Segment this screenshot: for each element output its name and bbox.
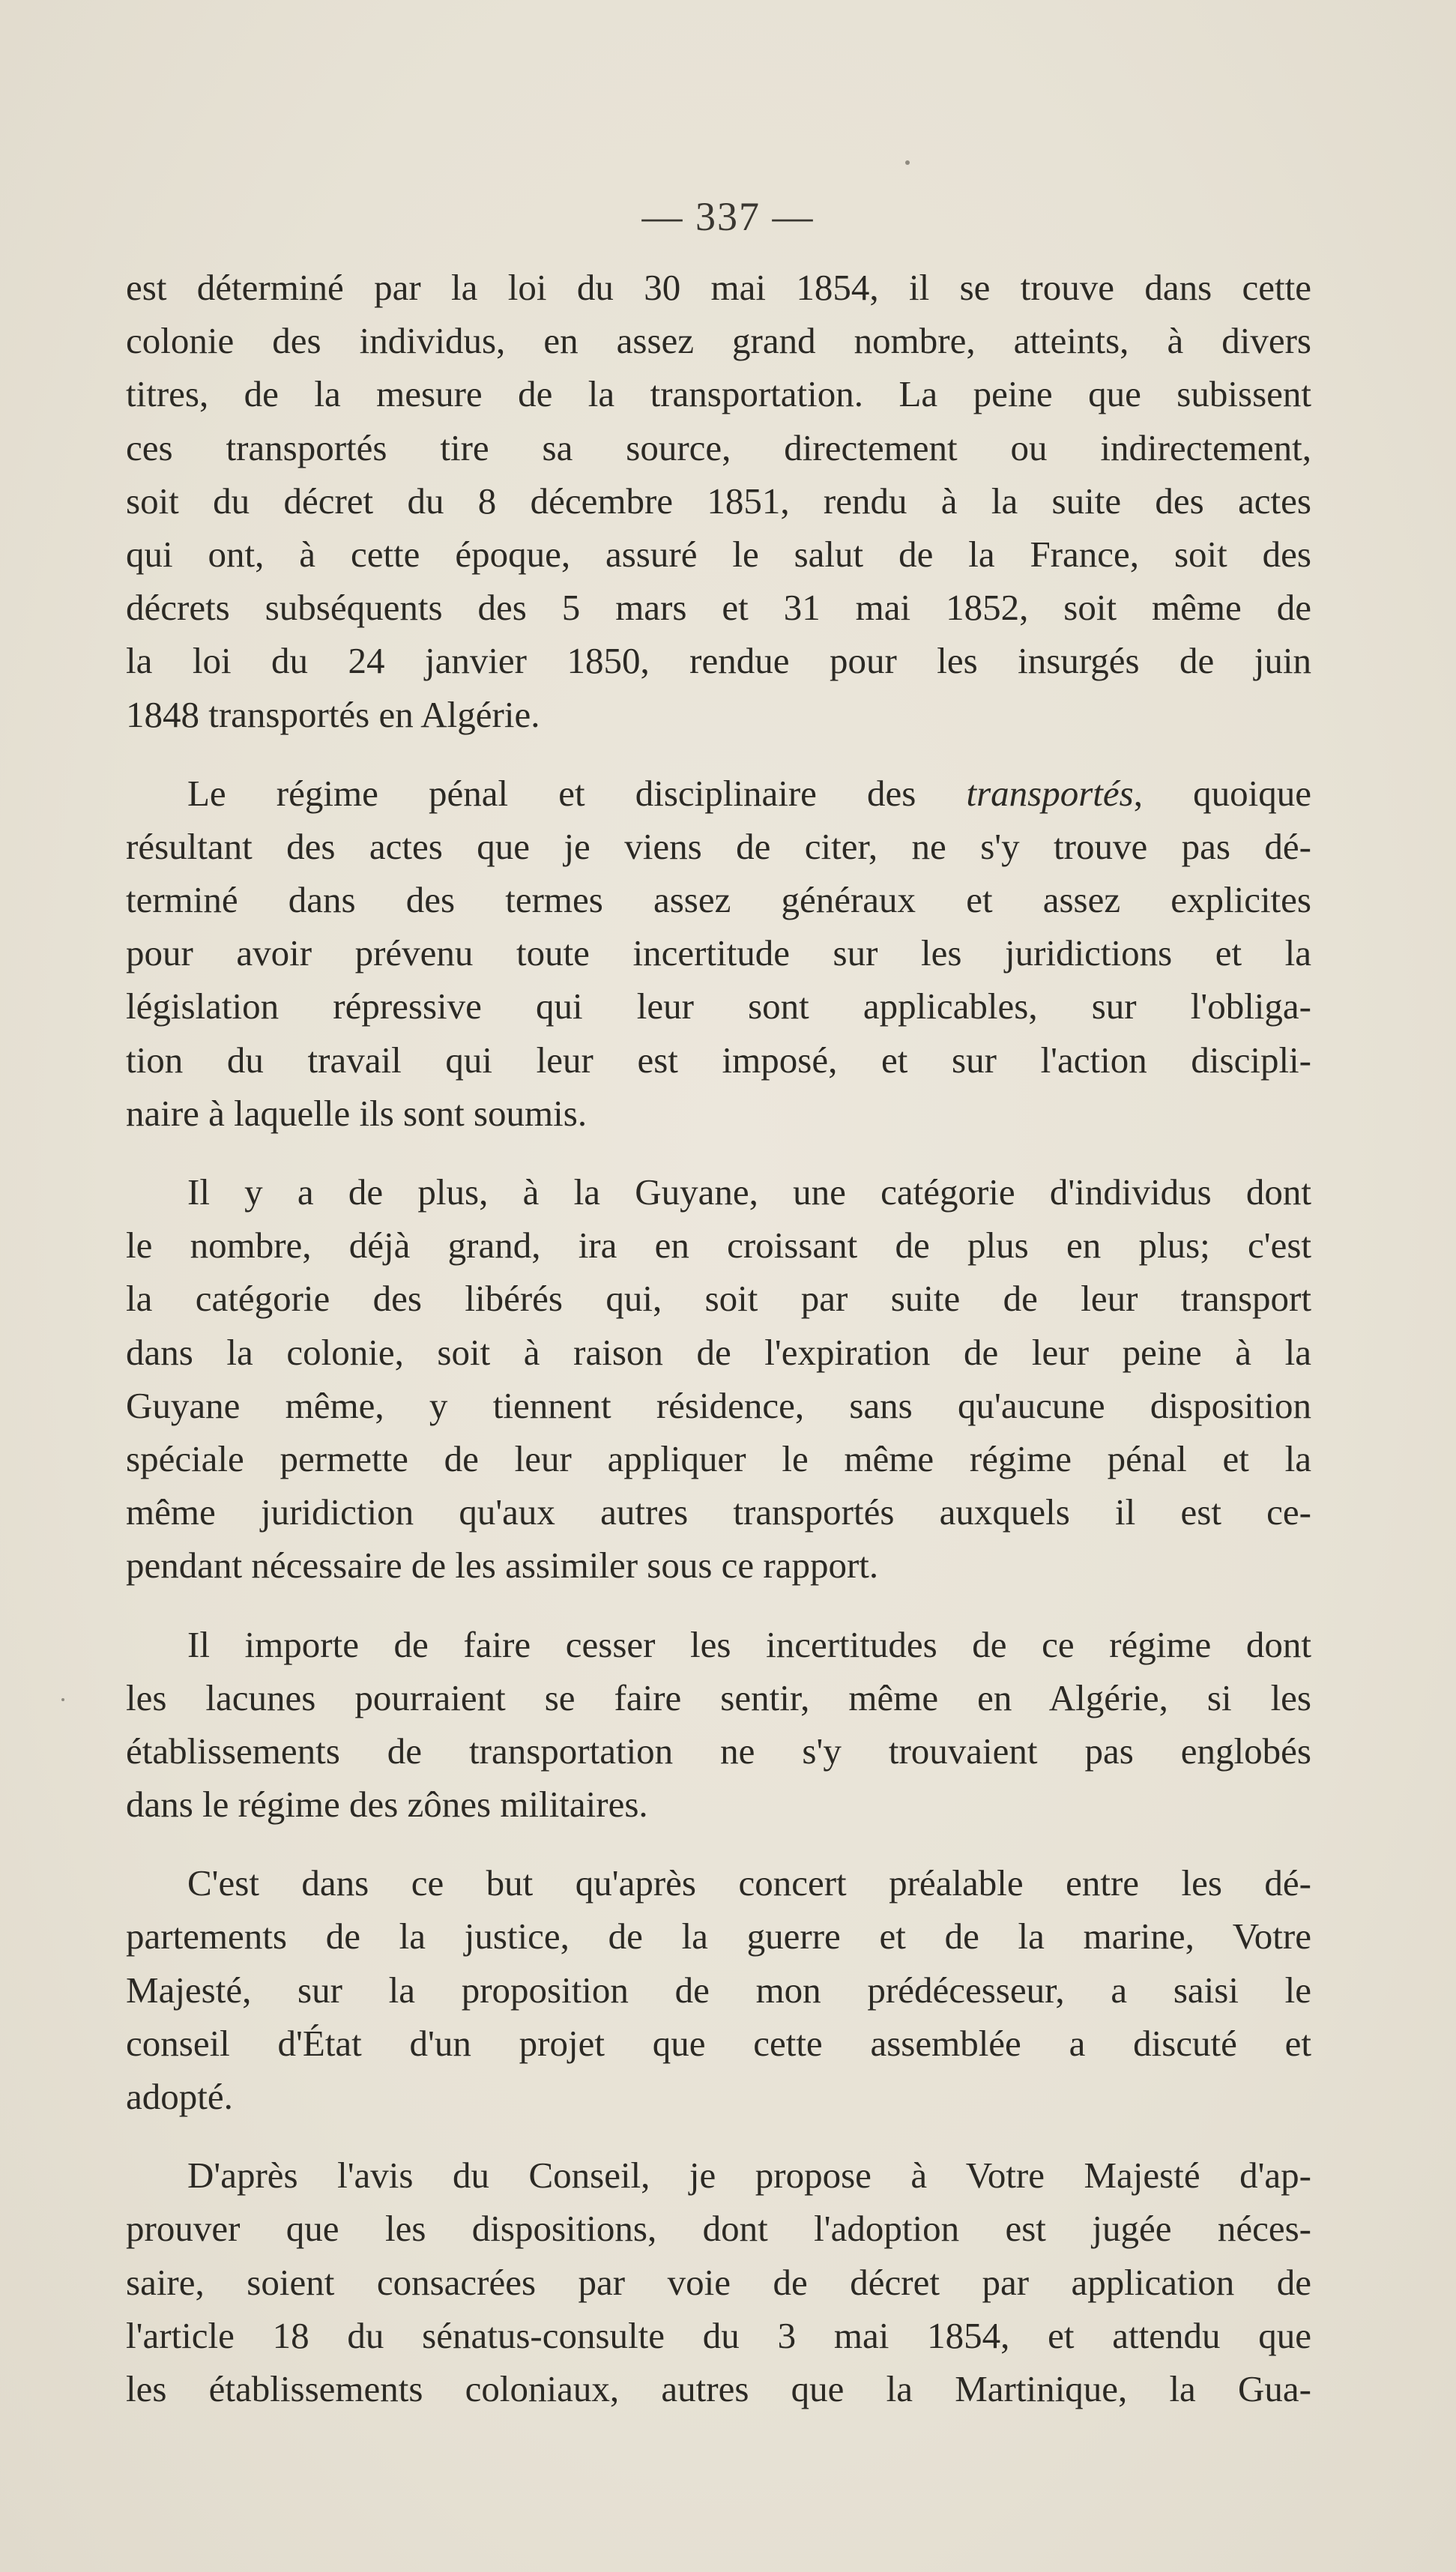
text-line — [126, 767, 1311, 820]
text-line: 1848 transportés en Algérie. — [126, 693, 540, 735]
text-line: ces transportés tire sa source, directement ou indirectement, — [126, 426, 1311, 468]
text-line: pour avoir prévenu toute incertitude sur les juridictions et la — [126, 932, 1311, 974]
text-line: spéciale permette de leur appliquer le même régime pénal et la — [126, 1437, 1311, 1479]
text-line: naire à laquelle ils sont soumis. — [126, 1092, 587, 1134]
text-line: résultant des actes que je viens de citer, ne s'y trouve pas dé- — [126, 825, 1311, 867]
paragraph-4 — [126, 1618, 1311, 1832]
text-line: saire, soient consacrées par voie de décret par application de — [126, 2261, 1311, 2303]
paper-speck — [905, 160, 910, 165]
text-line: Majesté, sur la proposition de mon prédécesseur, a saisi le — [126, 1969, 1311, 2011]
text-fragment: , quoique — [1133, 772, 1311, 814]
text-line: soit du décret du 8 décembre 1851, rendu à la suite des actes — [126, 480, 1311, 522]
paragraph-2 — [126, 767, 1311, 1140]
text-line: partements de la justice, de la guerre et de la marine, Votre — [126, 1916, 1311, 1957]
paragraph-3 — [126, 1165, 1311, 1593]
text-line: prouver que les dispositions, dont l'adoption est jugée néces- — [126, 2208, 1311, 2250]
text-line: l'article 18 du sénatus-consulte du 3 mai 1854, et attendu que — [126, 2314, 1311, 2356]
text-line: pendant nécessaire de les assimiler sous ce rapport. — [126, 1545, 879, 1587]
text-line: qui ont, à cette époque, assuré le salut de la France, soit des — [126, 533, 1311, 575]
text-line: D'après l'avis du Conseil, je propose à Votre Majesté d'ap- — [187, 2155, 1311, 2197]
text-line: Il y a de plus, à la Guyane, une catégorie d'individus dont — [187, 1171, 1311, 1213]
text-line: décrets subséquents des 5 mars et 31 mai 1852, soit même de — [126, 587, 1311, 629]
text-line: C'est dans ce but qu'après concert préalable entre les dé- — [187, 1862, 1311, 1904]
text-line: législation répressive qui leur sont applicables, sur l'obliga- — [126, 985, 1311, 1027]
text-line: Il importe de faire cesser les incertitudes de ce régime dont — [187, 1623, 1311, 1665]
text-line: conseil d'État d'un projet que cette assemblée a discuté et — [126, 2022, 1311, 2064]
paragraph-6 — [126, 2149, 1311, 2415]
text-line: dans le régime des zônes militaires. — [126, 1784, 648, 1826]
italic-word: transportés — [966, 772, 1134, 814]
text-fragment: Le régime pénal et disciplinaire des — [187, 772, 967, 814]
text-line: les établissements coloniaux, autres que la Martinique, la Gua- — [126, 2367, 1311, 2409]
text-line: colonie des individus, en assez grand nombre, atteints, à divers — [126, 320, 1311, 362]
text-line: tion du travail qui leur est imposé, et sur l'action discipli- — [126, 1039, 1311, 1081]
text-line: les lacunes pourraient se faire sentir, même en Algérie, si les — [126, 1676, 1311, 1718]
body-text — [126, 261, 1311, 2441]
paper-speck — [61, 1698, 64, 1701]
text-line: Guyane même, y tiennent résidence, sans qu'aucune disposition — [126, 1384, 1311, 1426]
page-number: — 337 — — [641, 194, 815, 239]
text-line: la catégorie des libérés qui, soit par suite de leur transport — [126, 1278, 1311, 1320]
paragraph-1 — [126, 261, 1311, 741]
text-line: terminé dans des termes assez généraux et assez explicites — [126, 879, 1311, 921]
text-line: le nombre, déjà grand, ira en croissant de plus en plus; c'est — [126, 1225, 1311, 1267]
text-line: établissements de transportation ne s'y trouvaient pas englobés — [126, 1730, 1311, 1772]
text-line: titres, de la mesure de la transportation. La peine que subissent — [126, 373, 1311, 415]
text-line: même juridiction qu'aux autres transportés auxquels il est ce- — [126, 1491, 1311, 1533]
text-line: dans la colonie, soit à raison de l'expiration de leur peine à la — [126, 1331, 1311, 1373]
text-line: adopté. — [126, 2076, 233, 2117]
text-line: la loi du 24 janvier 1850, rendue pour les insurgés de juin — [126, 640, 1311, 682]
text-line: est déterminé par la loi du 30 mai 1854, il se trouve dans cette — [126, 267, 1311, 308]
paragraph-5 — [126, 1856, 1311, 2123]
